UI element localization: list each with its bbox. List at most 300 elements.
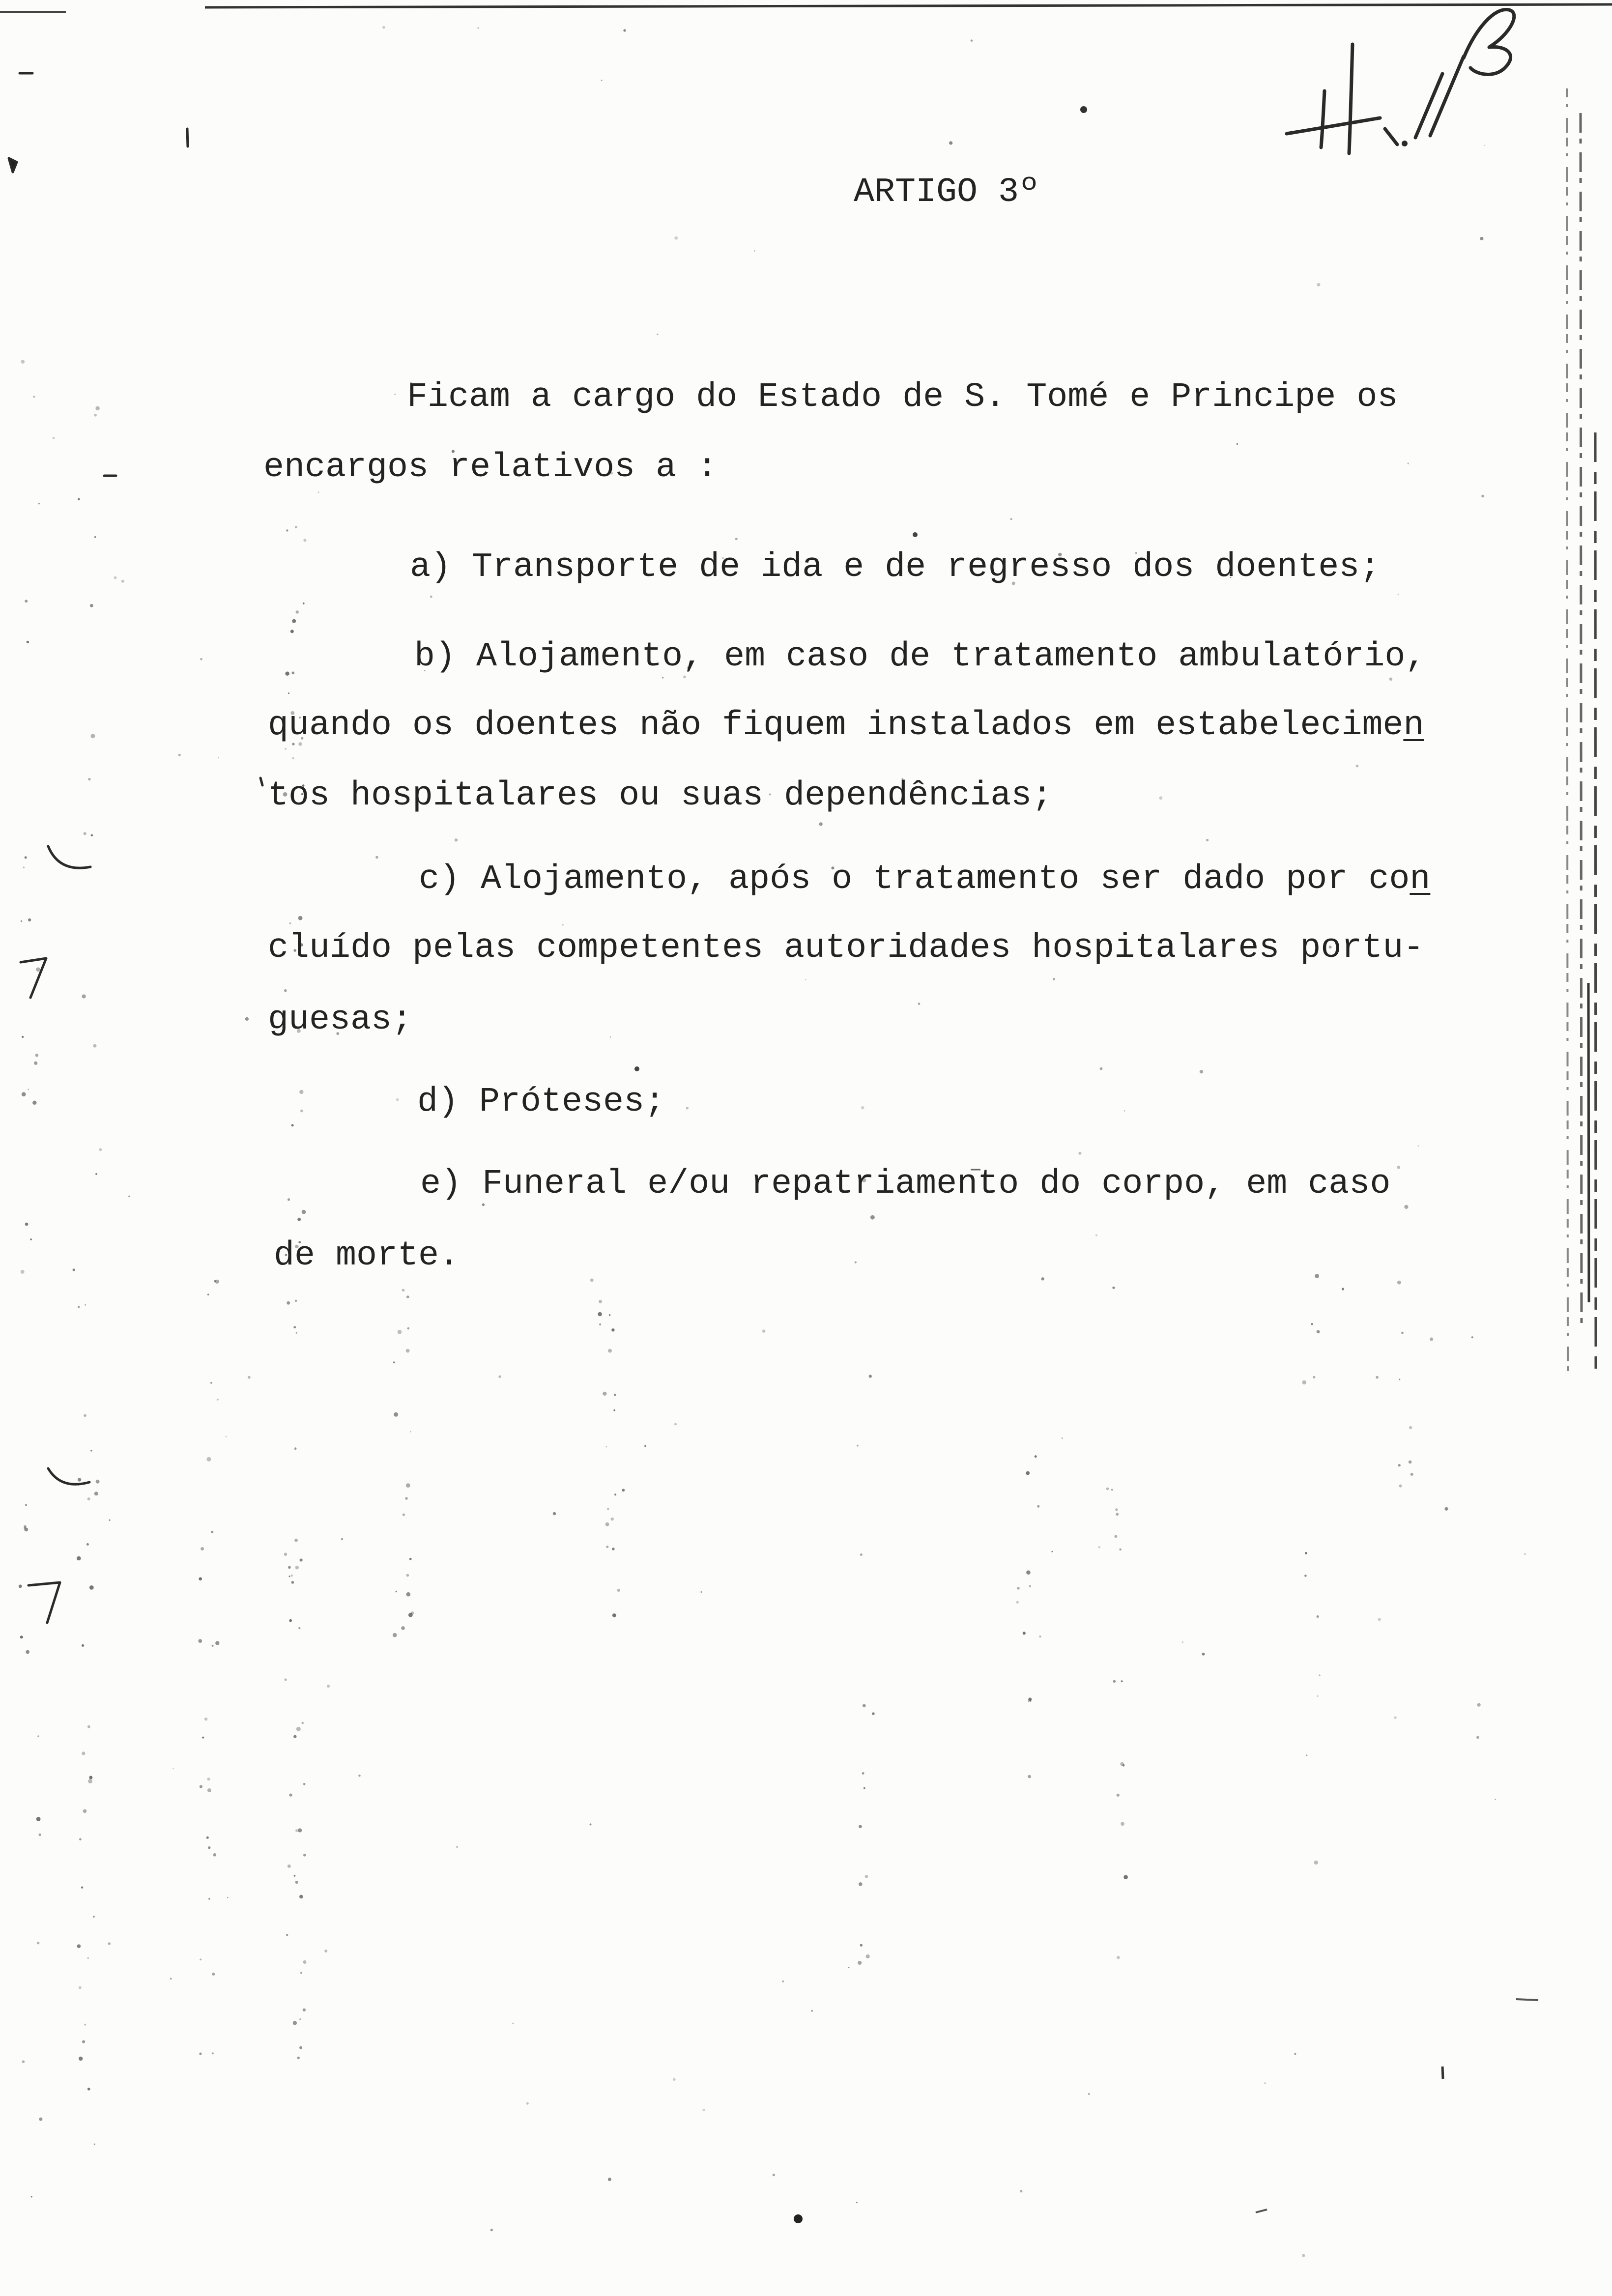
scan-speck <box>805 979 806 980</box>
scan-speck <box>302 1210 306 1214</box>
scan-speck <box>324 1950 327 1952</box>
scan-speck <box>401 1626 405 1630</box>
scan-speck <box>605 1446 607 1447</box>
scan-speck <box>96 1480 100 1484</box>
punch-hole-arc <box>48 1468 89 1484</box>
scan-speck <box>1398 1464 1401 1466</box>
scan-speck <box>1028 1700 1029 1702</box>
scan-speck <box>605 1522 609 1526</box>
scan-speck <box>39 2118 42 2121</box>
scan-speck <box>1409 1461 1412 1464</box>
scan-speck <box>490 2229 493 2231</box>
scan-speck <box>82 1751 85 1755</box>
scan-speck <box>409 1558 412 1560</box>
scan-speck <box>291 671 294 674</box>
scan-speck <box>295 1881 298 1884</box>
scan-speck <box>918 1003 921 1005</box>
scan-speck <box>114 576 117 579</box>
scan-speck <box>39 1834 41 1836</box>
scan-speck <box>870 1215 875 1220</box>
scan-speck <box>301 1722 304 1724</box>
scan-speck <box>949 141 952 144</box>
scan-speck <box>206 1457 211 1462</box>
scan-speck <box>608 2178 611 2181</box>
scan-speck <box>477 27 479 29</box>
item-e-line: e) Funeral e/ou repatriamento do corpo, em caso <box>420 1165 1391 1204</box>
scan-speck <box>1088 2093 1090 2095</box>
scan-speck <box>26 1650 29 1654</box>
scan-speck <box>295 1300 297 1302</box>
scan-speck <box>498 1376 501 1378</box>
item-b-line: b) Alojamento, em caso de tratamento ambulatório, <box>414 637 1426 676</box>
scan-speck <box>610 1036 611 1038</box>
scan-speck <box>37 1942 40 1945</box>
scan-speck <box>599 1300 602 1303</box>
scan-speck <box>288 1865 291 1868</box>
scan-speck <box>300 1110 303 1113</box>
scan-speck <box>21 360 25 364</box>
scan-speck <box>1294 2053 1296 2055</box>
item-c-line <box>419 862 1430 897</box>
scan-speck <box>1053 978 1055 980</box>
handwritten-stroke <box>1349 44 1353 153</box>
left-margin-marks <box>9 73 262 1623</box>
scan-speck <box>607 1508 609 1510</box>
scan-speck <box>22 1092 26 1096</box>
scan-speck <box>1342 1288 1344 1290</box>
stray-dash <box>1516 1999 1538 2000</box>
scan-speck <box>611 1328 614 1331</box>
scan-speck <box>869 1375 872 1378</box>
scan-speck <box>617 1589 620 1592</box>
scan-speck <box>212 2052 214 2054</box>
scan-speck <box>1112 1287 1115 1289</box>
scan-speck <box>84 1414 86 1417</box>
scan-speck <box>599 1323 601 1325</box>
scan-speck <box>206 1837 209 1839</box>
margin-tick <box>187 129 188 146</box>
item-e-line: de morte. <box>274 1236 460 1275</box>
scan-speck <box>128 1196 130 1197</box>
scan-speck <box>1113 1680 1116 1683</box>
item-c-line: cluído pelas competentes autoridades hospitalares portu- <box>268 929 1424 968</box>
scan-speck <box>286 1934 288 1936</box>
scan-speck <box>284 1553 287 1556</box>
scan-speck <box>1020 2190 1022 2192</box>
scan-speck <box>78 1478 81 1481</box>
scan-speck <box>299 1895 303 1899</box>
scan-speck <box>864 1787 865 1789</box>
scan-speck <box>94 1492 98 1495</box>
scan-speck <box>862 1772 864 1775</box>
scan-speck <box>1182 1641 1183 1643</box>
scan-speck <box>207 1293 209 1295</box>
handwritten-stroke <box>1385 129 1397 144</box>
scan-speck <box>90 1450 92 1451</box>
scan-speck <box>248 1376 251 1379</box>
scan-speck <box>34 1062 37 1065</box>
scan-speck <box>859 1825 862 1829</box>
scan-speck <box>393 1633 397 1637</box>
scan-speck <box>296 610 299 613</box>
scan-speck <box>393 1361 395 1363</box>
scan-speck <box>644 1445 646 1447</box>
scan-speck <box>299 1090 303 1094</box>
scan-speck <box>213 1853 217 1857</box>
scan-speck <box>1030 1700 1031 1702</box>
scan-speck <box>212 1973 215 1976</box>
scan-speck <box>202 1737 204 1739</box>
intro-line: Ficam a cargo do Estado de S. Tomé e Principe os <box>407 378 1398 417</box>
scan-speck <box>295 526 297 528</box>
scan-speck <box>1317 1695 1318 1697</box>
scan-speck <box>327 1685 330 1688</box>
scan-speck <box>861 1106 864 1109</box>
scan-speck <box>299 2018 301 2020</box>
scan-speck <box>291 1575 293 1577</box>
scan-speck <box>1389 678 1393 681</box>
scan-speck <box>855 1262 857 1263</box>
scan-speck <box>79 2057 83 2061</box>
scan-speck <box>296 1727 301 1731</box>
line-text: c) Alojamento, após o tratamento ser dado por co <box>419 860 1410 899</box>
scan-speck <box>612 1548 615 1550</box>
scan-speck <box>84 2024 86 2026</box>
scan-speck <box>77 1556 81 1561</box>
scan-speck <box>208 1846 210 1849</box>
stray-dot <box>634 1066 639 1071</box>
scan-speck <box>1115 1508 1118 1511</box>
scan-speck <box>207 1788 211 1792</box>
scan-speck <box>32 1101 36 1105</box>
margin-blot <box>9 158 17 172</box>
scan-speck <box>293 2021 297 2025</box>
scan-speck <box>1409 1426 1412 1429</box>
scan-speck <box>1062 1437 1063 1439</box>
scan-speck <box>1023 1632 1026 1635</box>
item-b-line <box>268 706 1424 745</box>
scan-speck <box>303 1854 306 1857</box>
scan-speck <box>482 1204 485 1206</box>
scan-speck <box>1476 1736 1479 1739</box>
scan-speck <box>77 1944 81 1948</box>
scan-speck <box>702 2109 705 2111</box>
scan-speck <box>1028 1775 1031 1779</box>
scan-speck <box>294 1539 298 1542</box>
scan-speck <box>79 1838 82 1840</box>
scan-speck <box>1315 1274 1319 1278</box>
scan-speck <box>215 1641 219 1645</box>
scan-speck <box>178 754 181 756</box>
scan-speck <box>382 26 385 29</box>
edge-line <box>1567 88 1568 1371</box>
scan-speck <box>396 1098 399 1101</box>
intro-line: encargos relativos a : <box>263 448 718 487</box>
margin-tick <box>260 778 262 785</box>
scan-speck <box>287 1301 290 1305</box>
scan-speck <box>289 1576 290 1577</box>
scan-speck <box>298 1627 300 1629</box>
scan-speck <box>200 658 202 660</box>
handwritten-stroke <box>1464 9 1514 74</box>
scan-speck <box>1117 1794 1120 1797</box>
scan-speck <box>204 1718 207 1721</box>
scan-speck <box>1524 1553 1526 1555</box>
scan-speck <box>303 1960 306 1964</box>
scan-speck <box>25 1223 29 1226</box>
scan-speck <box>1029 1585 1031 1587</box>
scan-speck <box>590 1823 592 1825</box>
scan-speck <box>402 1289 405 1292</box>
scan-speck <box>394 394 396 395</box>
scan-speck <box>512 2023 514 2024</box>
scan-speck <box>30 1238 32 1240</box>
scan-speck <box>87 1497 90 1500</box>
scan-speck <box>603 1392 606 1396</box>
scan-speck <box>1302 1380 1306 1385</box>
line-text: quando os doentes não fiquem instalados em estabelecime <box>268 706 1404 745</box>
stray-dash <box>1256 2210 1267 2212</box>
scan-speck <box>1317 283 1321 287</box>
scan-speck <box>294 1875 296 1877</box>
scan-speck <box>94 2144 95 2145</box>
scan-speck <box>526 2102 529 2105</box>
scan-speck <box>91 834 93 836</box>
scan-speck <box>297 2057 300 2059</box>
scan-speck <box>1313 1376 1315 1378</box>
scan-speck <box>298 1828 302 1832</box>
scan-speck <box>94 414 97 417</box>
scan-speck <box>199 2053 202 2055</box>
scan-speck <box>1159 796 1162 800</box>
scan-speck <box>601 80 603 81</box>
scan-speck <box>303 2009 306 2011</box>
scan-speck <box>1495 1799 1496 1800</box>
scan-speck <box>1114 1535 1117 1538</box>
scan-speck <box>217 1399 219 1401</box>
scan-speck <box>1484 145 1486 146</box>
scan-speck <box>613 1409 615 1411</box>
scan-speck <box>121 580 124 583</box>
edge-line <box>1588 983 1589 1302</box>
scan-speck <box>82 994 86 998</box>
scan-speck <box>1200 1070 1203 1073</box>
scan-speck <box>288 1566 291 1569</box>
scan-speck <box>288 692 289 694</box>
scan-speck <box>27 641 29 643</box>
scan-speck <box>848 1967 849 1968</box>
scan-speck <box>612 1613 616 1617</box>
scan-speck <box>31 2196 32 2197</box>
scan-speck <box>407 1327 410 1330</box>
scan-speck <box>455 838 458 841</box>
scan-speck <box>93 1044 96 1048</box>
scan-speck <box>35 1054 38 1057</box>
scan-speck <box>1306 1754 1307 1756</box>
scan-speck <box>735 538 738 540</box>
scan-speck <box>614 1493 616 1495</box>
scan-speck <box>36 1817 41 1821</box>
scan-speck <box>1404 1205 1408 1209</box>
scan-speck <box>291 1124 294 1126</box>
scan-speck <box>657 334 658 335</box>
scan-speck <box>405 1497 408 1500</box>
scan-speck <box>406 1295 409 1298</box>
scan-speck <box>1314 1861 1318 1865</box>
scan-speck <box>1124 1110 1125 1112</box>
scan-speck <box>1304 1575 1307 1577</box>
scan-speck <box>1477 1703 1481 1707</box>
scan-speck <box>1123 1875 1128 1879</box>
scan-speck <box>1399 1485 1402 1488</box>
scan-speck <box>95 1173 97 1175</box>
scan-speck <box>1078 1152 1081 1155</box>
scan-speck <box>22 2060 25 2063</box>
scan-speck <box>24 1525 27 1528</box>
scan-speck <box>562 924 564 926</box>
scan-speck <box>1264 2082 1266 2084</box>
scan-speck <box>406 1592 411 1597</box>
scan-speck <box>1119 1549 1121 1550</box>
scan-speck <box>1095 1234 1097 1236</box>
scan-speck <box>610 1518 614 1521</box>
scan-speck <box>1471 1336 1473 1338</box>
scan-speck <box>299 2046 302 2049</box>
scan-speck <box>686 1107 689 1109</box>
scan-speck <box>590 1278 594 1282</box>
scan-speck <box>1051 1551 1053 1552</box>
scan-speck <box>1237 443 1238 445</box>
scan-speck <box>341 1538 343 1540</box>
scan-speck <box>1037 1505 1039 1508</box>
stray-dot <box>1080 106 1087 113</box>
scan-speck <box>33 396 35 398</box>
scan-speck <box>28 918 31 921</box>
scan-speck <box>87 1957 89 1959</box>
scan-speck <box>863 1704 866 1707</box>
scan-speck <box>53 437 55 439</box>
scan-speck <box>754 250 755 252</box>
scan-speck <box>37 1735 39 1737</box>
scan-speck <box>408 1613 413 1617</box>
scan-speck <box>394 1412 398 1417</box>
scan-speck <box>288 1198 290 1201</box>
scan-speck <box>21 1270 25 1274</box>
scan-speck <box>286 529 288 531</box>
item-c-line: guesas; <box>268 1001 413 1039</box>
scan-speck <box>88 778 90 780</box>
scan-speck <box>1017 1587 1020 1589</box>
scan-speck <box>200 1785 202 1788</box>
scan-speck <box>1394 1716 1397 1719</box>
scan-speck <box>1408 462 1409 464</box>
scan-speck <box>199 1577 202 1580</box>
scan-speck <box>294 1447 297 1450</box>
scan-speck <box>19 1584 22 1588</box>
scan-speck <box>210 1382 212 1383</box>
scan-speck <box>1121 1822 1124 1826</box>
scan-speck <box>1026 1570 1031 1575</box>
handwritten-stroke <box>1430 57 1464 136</box>
scan-speck <box>173 1768 174 1770</box>
scan-speck <box>860 1944 863 1947</box>
scan-speck <box>89 1776 92 1779</box>
scan-speck <box>300 1558 303 1561</box>
scan-speck <box>303 603 305 604</box>
scan-speck <box>211 1531 213 1533</box>
scan-speck <box>1481 495 1484 498</box>
scan-speck <box>553 1512 556 1516</box>
scan-speck <box>398 1330 402 1334</box>
scan-speck <box>22 1036 24 1038</box>
scan-speck <box>859 1882 863 1886</box>
scan-speck <box>403 1514 405 1516</box>
scan-speck <box>410 1431 411 1433</box>
scan-speck <box>94 536 96 538</box>
scan-speck <box>23 866 25 868</box>
scan-speck <box>20 1636 23 1638</box>
stray-dot <box>913 532 918 537</box>
scan-speck <box>83 1809 87 1813</box>
item-d-line: d) Próteses; <box>417 1083 665 1121</box>
scan-speck <box>1121 1680 1123 1682</box>
scan-speck <box>25 1504 27 1506</box>
scan-speck <box>773 2174 775 2176</box>
scan-speck <box>614 1394 616 1396</box>
scan-speck <box>1376 1376 1379 1379</box>
scan-speck <box>85 1304 86 1306</box>
scan-specks <box>19 26 1526 2257</box>
scan-speck <box>245 1017 249 1021</box>
scan-speck <box>214 1280 216 1283</box>
scan-speck <box>25 856 27 859</box>
scan-speck <box>856 2202 858 2203</box>
scan-speck <box>21 920 22 922</box>
scan-speck <box>295 1829 298 1832</box>
scan-speck <box>865 1875 868 1878</box>
scan-speck <box>109 1520 110 1521</box>
scan-speck <box>1123 1764 1125 1767</box>
scan-speck <box>300 1972 302 1974</box>
scan-speck <box>1410 1473 1413 1476</box>
scan-speck <box>1116 1513 1119 1516</box>
punch-hole-arc <box>48 846 90 868</box>
scan-speck <box>28 1089 29 1090</box>
scan-speck <box>1444 1507 1448 1511</box>
scan-speck <box>208 1898 210 1900</box>
scan-speck <box>1317 1330 1320 1334</box>
scan-speck <box>1398 594 1399 595</box>
scan-speck <box>782 1980 784 1982</box>
scan-speck <box>36 967 40 972</box>
scan-speck <box>857 1445 859 1447</box>
edge-line <box>1581 113 1582 1332</box>
scan-speck <box>375 856 378 859</box>
underlined-letter: n <box>1403 706 1424 745</box>
scan-speck <box>674 236 678 240</box>
scan-speck <box>87 2088 90 2091</box>
scan-speck <box>298 916 303 920</box>
scan-speck <box>674 1423 677 1426</box>
scan-speck <box>1302 2254 1305 2257</box>
scan-speck <box>819 822 823 826</box>
scan-speck <box>1319 1674 1321 1676</box>
scan-speck <box>622 1489 625 1492</box>
scan-speck <box>91 734 95 738</box>
scan-speck <box>293 1326 296 1328</box>
scan-speck <box>606 1546 608 1548</box>
scan-speck <box>608 1349 612 1353</box>
